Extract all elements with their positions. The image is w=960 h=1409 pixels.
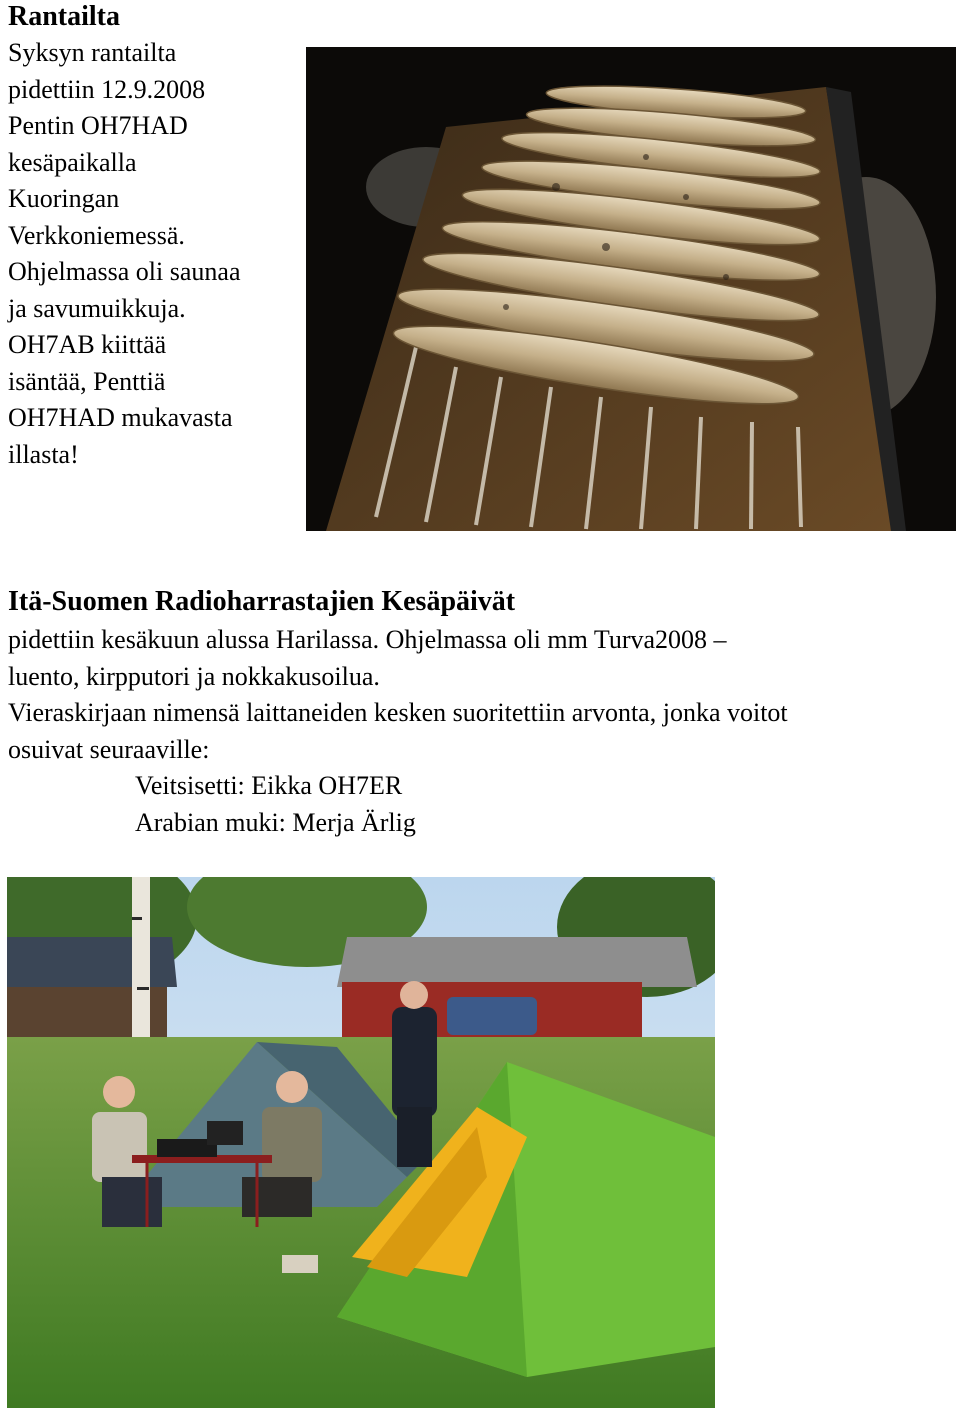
text-line: illasta! [8,439,79,469]
section-text-rantailta [8,35,308,473]
text-line: Pentin OH7HAD [8,111,188,140]
text-line: kesäpaikalla [8,147,137,177]
photo-smoked-fish [306,47,956,531]
text-line: Kuoringan [8,184,120,213]
text-line: ja savumuikkuja. [8,293,186,323]
text-line: pidettiin 12.9.2008 [8,74,206,104]
prize-line: Veitsisetti: Eikka OH7ER [135,771,403,800]
text-line: luento, kirpputori ja nokkakusoilua. [8,661,380,691]
section-text-kesapaivat [8,622,958,841]
text-line: Ohjelmassa oli saunaa [8,257,241,286]
text-line: Verkkoniemessä. [8,220,185,250]
text-line: isäntää, Penttiä [8,366,166,396]
text-line: osuivat seuraaville: [8,734,210,764]
text-line: Vieraskirjaan nimensä laittaneiden kesken suoritettiin arvonta, jonka voitot [8,698,788,727]
text-line: Syksyn rantailta [8,38,177,67]
section-title-kesapaivat: Itä-Suomen Radioharrastajien Kesäpäivät [8,586,516,617]
tents-event-illustration [7,877,715,1408]
smoked-fish-illustration [306,47,956,531]
section-title-rantailta: Rantailta [8,1,120,32]
photo-tents-event [7,877,715,1408]
text-line: pidettiin kesäkuun alussa Harilassa. Ohjelmassa oli mm Turva2008 – [8,625,727,654]
prize-line: Arabian muki: Merja Ärlig [135,807,416,837]
text-line: OH7AB kiittää [8,330,167,359]
text-line: OH7HAD mukavasta [8,403,233,432]
